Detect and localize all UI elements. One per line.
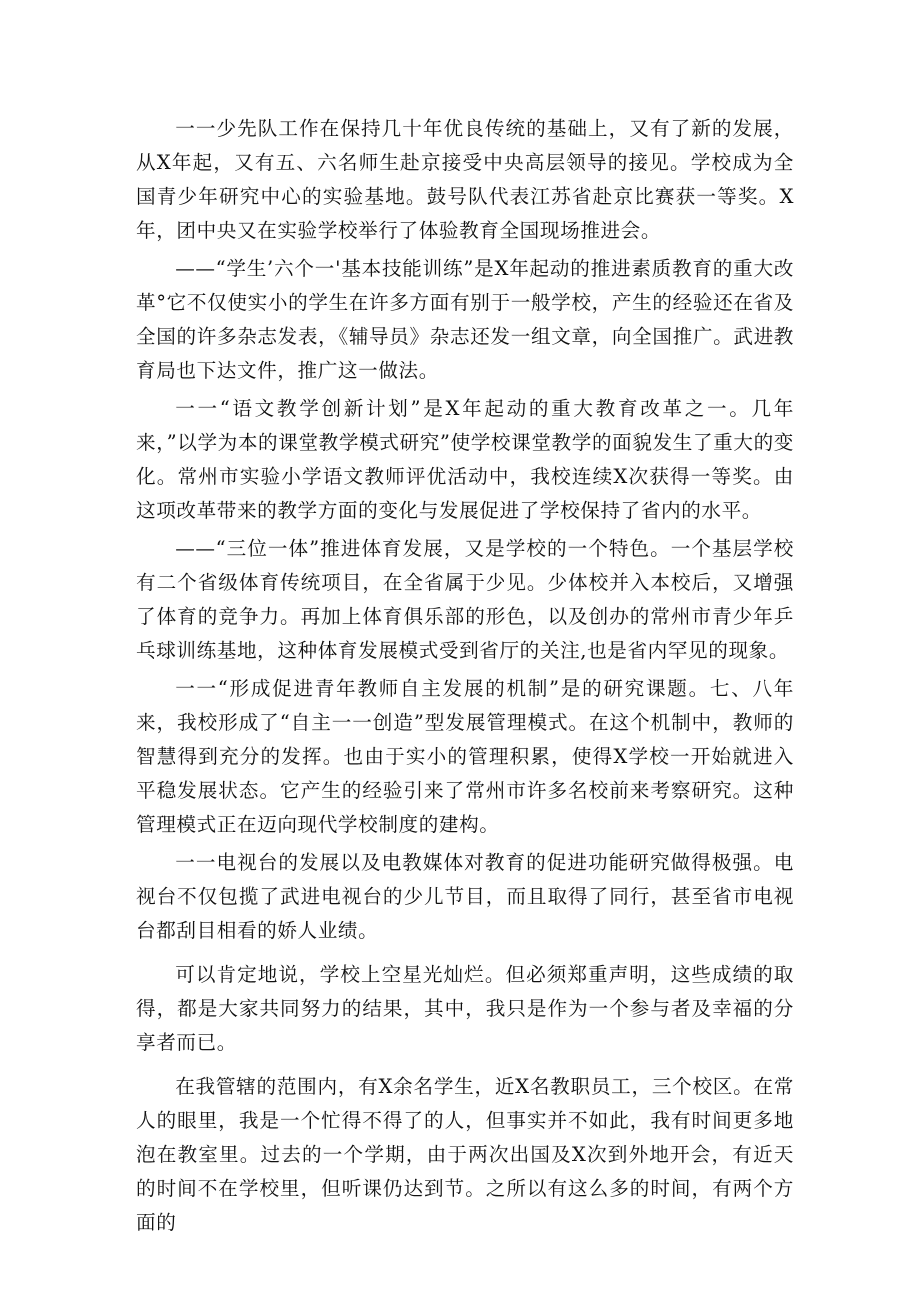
paragraph-young-pioneers: 一一少先队工作在保持几十年优良传统的基础上，又有了新的发展，从X年起，又有五、六名师生赴京接受中央高层领导的接见。学校成为全国青少年研究中心的实验基地。鼓号队代表江苏省赴京比赛获一等奖。X年，团中央又在实验学校举行了体验教育全国现场推进会。 — [136, 117, 794, 242]
document-page — [136, 112, 794, 1244]
paragraph-teacher-development: 一一“形成促进青年教师自主发展的机制”是的研究课题。七、八年来，我校形成了“自主一一创造”型发展管理模式。在这个机制中，教师的智慧得到充分的发挥。也由于实小的管理积累，使得X学校一开始就进入平稳发展状态。它产生的经验引来了常州市许多名校前来考察研究。这种管理模式正在迈向现代学校制度的建构。 — [136, 677, 794, 836]
paragraph-chinese-teaching-plan: 一一“语文教学创新计划”是X年起动的重大教育改革之一。几年来，”以学为本的课堂教学模式研究”使学校课堂教学的面貌发生了重大的变化。常州市实验小学语文教师评优活动中，我校连续X次获得一等奖。由这项改革带来的教学方面的变化与发展促进了学校保持了省内的水平。 — [136, 397, 794, 522]
paragraph-management-scope: 在我管辖的范围内，有X余名学生，近X名教职员工，三个校区。在常人的眼里，我是一个忙得不得了的人，但事实并不如此，我有时间更多地泡在教室里。过去的一个学期，由于两次出国及X次到外地开会，有近天的时间不在学校里，但听课仍达到节。之所以有这么多的时间，有两个方面的 — [136, 1075, 794, 1234]
paragraph-sports-development: ——“三位一体”推进体育发展，又是学校的一个特色。一个基层学校有二个省级体育传统项目，在全省属于少见。少体校并入本校后，又增强了体育的竞争力。再加上体育俱乐部的形色，以及创办的常州市青少年乒乓球训练基地，这种体育发展模式受到省厅的关注,也是省内罕见的现象。 — [136, 537, 794, 662]
paragraph-tv-station: 一一电视台的发展以及电教媒体对教育的促进功能研究做得极强。电视台不仅包揽了武进电视台的少儿节目，而且取得了同行，甚至省市电视台都刮目相看的娇人业绩。 — [136, 851, 794, 942]
paragraph-six-skills-training: ——“学生’六个一'基本技能训练”是X年起动的推进素质教育的重大改革°它不仅使实小的学生在许多方面有别于一般学校，产生的经验还在省及全国的许多杂志发表，《辅导员》杂志还发一组文章，向全国推广。武进教育局也下达文件，推广这一做法。 — [136, 257, 794, 382]
paragraph-achievements-statement: 可以肯定地说，学校上空星光灿烂。但必须郑重声明，这些成绩的取得，都是大家共同努力的结果，其中，我只是作为一个参与者及幸福的分享者而已。 — [136, 963, 794, 1054]
